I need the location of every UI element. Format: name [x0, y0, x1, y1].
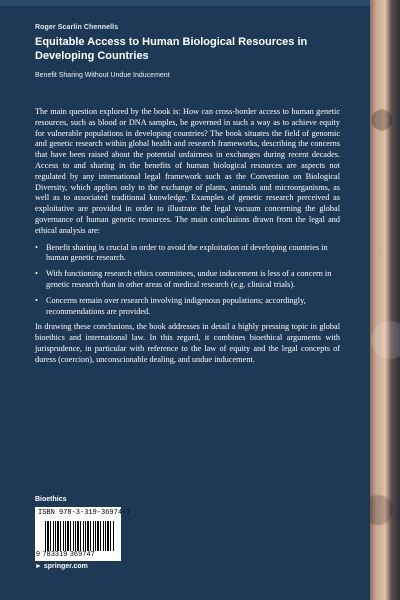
- isbn-text: ISBN 978-3-319-36974-7: [38, 509, 131, 517]
- book-subtitle: Benefit Sharing Without Undue Inducement: [35, 72, 170, 79]
- subject-category: Bioethics: [35, 496, 67, 503]
- publisher-url-text: springer.com: [43, 563, 88, 570]
- isbn-barcode-box: [35, 507, 131, 561]
- barcode-image: [45, 521, 115, 551]
- book-description: [35, 107, 340, 372]
- book-title-line-2: Developing Countries: [35, 50, 149, 62]
- conclusion-item-1: • Benefit sharing is crucial in order to avoid the exploitation of developing countries in human genetic research.: [35, 243, 340, 265]
- book-title-line-1: Equitable Access to Human Biological Resources in: [35, 36, 308, 48]
- cover-photo-edge: [370, 0, 400, 600]
- book-title: [35, 35, 315, 63]
- conclusion-item-3: • Concerns remain over research involving indigenous populations; accordingly, recommendations are provided.: [35, 296, 340, 318]
- conclusion-item-2: • With functioning research ethics committees, undue inducement is less of a concern in genetic research than in other areas of medical research (e.g. clinical trials).: [35, 269, 340, 291]
- arrow-icon: ►: [35, 563, 42, 570]
- barcode-number: 9 783319 369747: [36, 551, 95, 558]
- top-band: [0, 0, 400, 6]
- description-paragraph-2: In drawing these conclusions, the book addresses in detail a highly pressing topic in global bioethics and international law. In this regard, it combines bioethical arguments with jurisprudence, in particular with reference to the law of equity and the legal concepts of duress (coercion), unconscionable dealing, and undue inducement.: [35, 322, 340, 364]
- conclusions-list: [35, 243, 340, 318]
- publisher-url: [35, 563, 88, 570]
- description-paragraph-1: The main question explored by the book is: How can cross-border access to human genetic resources, such as blood or DNA samples, be governed in such a way as to achieve equity for vulnerable populations in developing countries? The book situates the field of genomic and genetic research within global health and research frameworks, describing the concerns that have been raised about the potential unfairness in exchanges during recent decades. Access to and sharing in the benefits of human biological resources are aspects not regulated by any international legal framework such as the Convention on Biological Diversity, which applies only to the exchange of plants, animals and microorganisms, as well as to associated traditional knowledge. Examples of genetic research perceived as exploitative are provided in order to illustrate the legal vacuum concerning the global governance of human genetic resources. The main conclusions drawn from the legal and ethical analysis are:: [35, 107, 340, 235]
- author-name: Roger Scarlin Chennells: [35, 24, 119, 31]
